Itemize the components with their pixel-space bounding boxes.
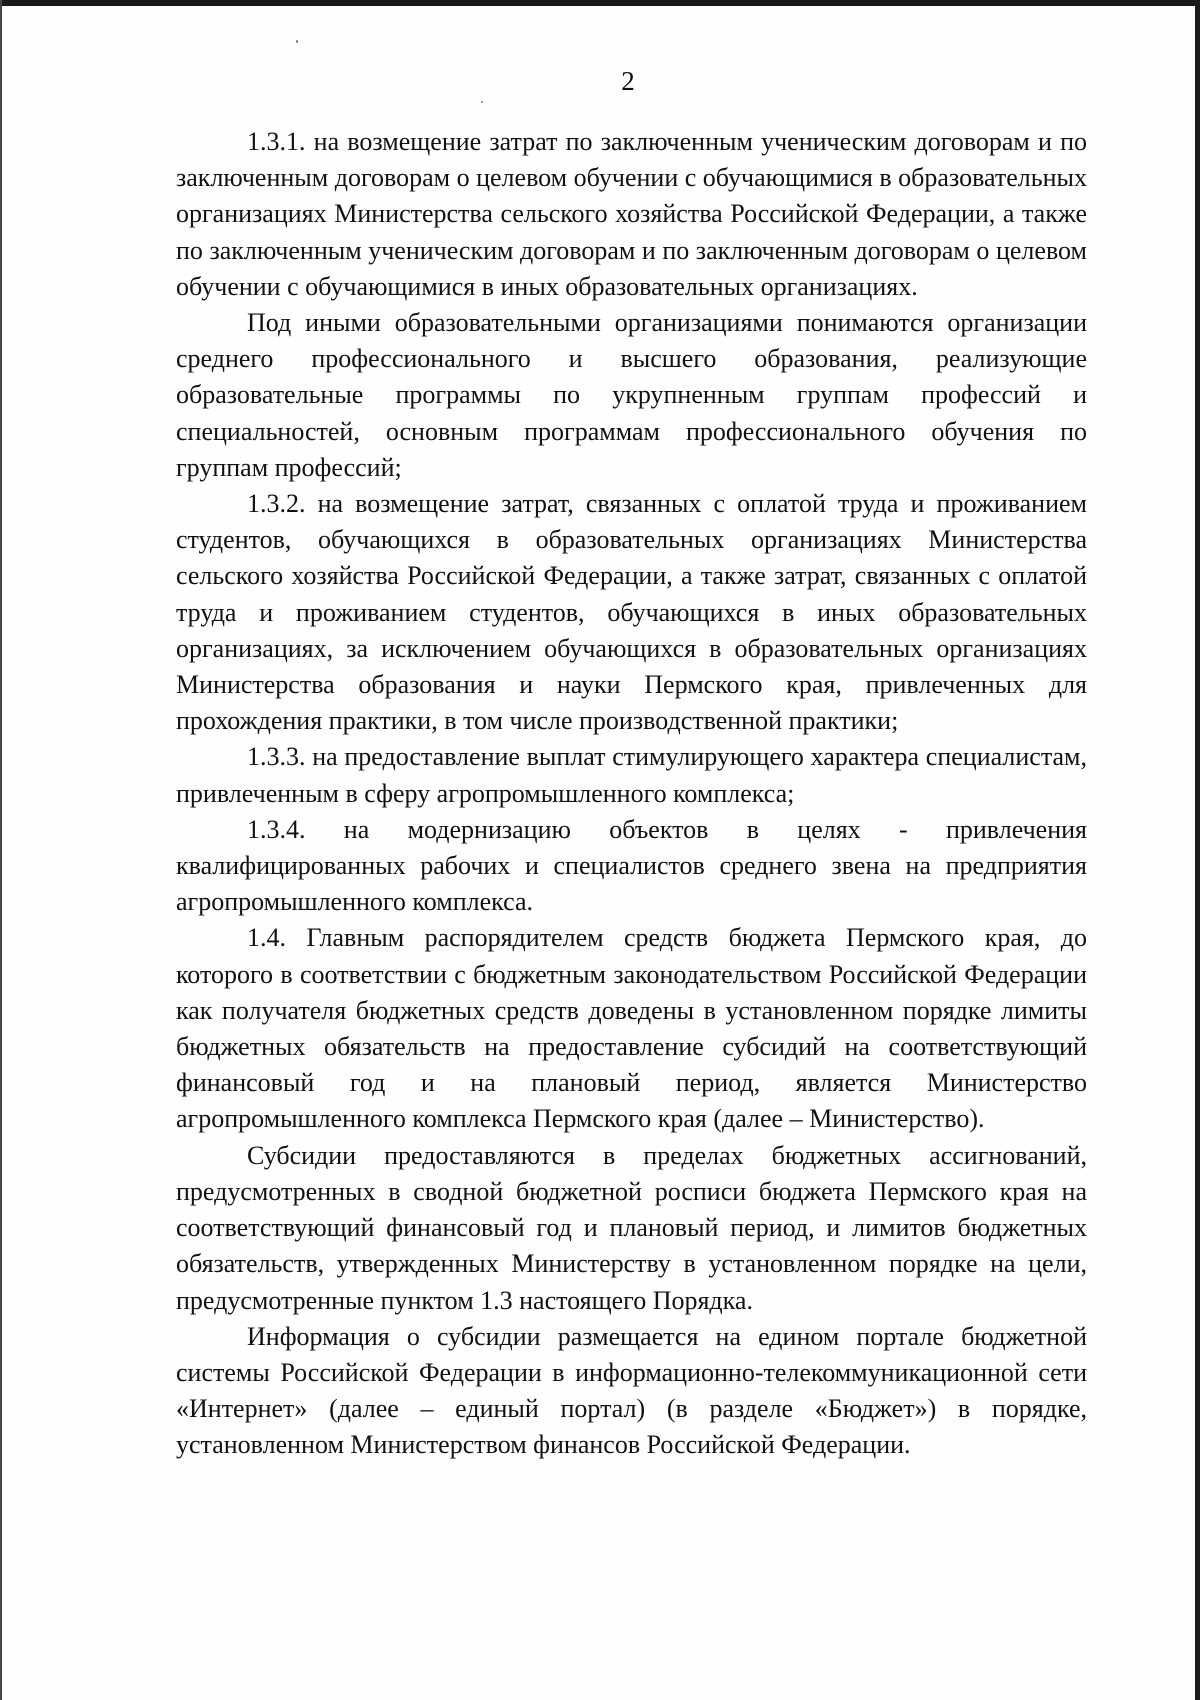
scan-border-left [0,0,2,1700]
paragraph-1-3-2: 1.3.2. на возмещение затрат, связанных с оплатой труда и проживанием студентов, обучающихся в образовательных организациях Министерства сельского хозяйства Российской Федерации, а также затрат, связанных с оплатой труда и проживанием студентов, обучающихся в иных образовательных организациях, за исключением обучающихся в образовательных организациях Министерства образования и науки Пермского края, привлеченных для прохождения практики, в том числе производственной практики; [176,489,1087,736]
paragraph-subsidies-limits: Субсидии предоставляются в пределах бюджетных ассигнований, предусмотренных в сводной бюджетной росписи бюджета Пермского края на соответствующий финансовый год и плановый период, и лимитов бюджетных обязательств, утвержденных Министерству в установленном порядке на цели, предусмотренные пунктом 1.3 настоящего Порядка. [176,1140,1087,1315]
paragraph-1-3-3: 1.3.3. на предоставление выплат стимулирующего характера специалистам, привлеченным в сферу агропромышленного комплекса; [176,742,1087,808]
paragraph-1-3-1: 1.3.1. на возмещение затрат по заключенным ученическим договорам и по заключенным договорам о целевом обучении с обучающимися в образовательных организациях Министерства сельского хозяйства Российской Федерации, а также по заключенным ученическим договорам и по заключенным договорам о целевом обучении с обучающимися в иных образовательных организациях. [176,127,1087,301]
paragraph-other-organizations: Под иными образовательными организациями понимаются организации среднего профессионального и высшего образования, реализующие образовательные программы по укрупненным группам профессий и специальностей, основным программам профессионального обучения по группам профессий; [176,308,1087,482]
scan-speck [296,40,298,43]
document-body [176,124,1087,1464]
scan-border-top [0,0,1200,6]
paragraph-1-3-4: 1.3.4. на модернизацию объектов в целях - привлечения квалифицированных рабочих и специалистов среднего звена на предприятия агропромышленного комплекса. [176,814,1087,917]
paragraph-subsidy-information: Информация о субсидии размещается на едином портале бюджетной системы Российской Федерации в информационно-телекоммуникационной сети «Интернет» (далее – единый портал) (в разделе «Бюджет») в порядке, установленном Министерством финансов Российской Федерации. [176,1321,1087,1460]
page-number: 2 [621,66,635,96]
scan-speck [481,101,483,103]
scan-border-right [1195,0,1200,1700]
paragraph-1-4: 1.4. Главным распорядителем средств бюджета Пермского края, до которого в соответствии с бюджетным законодательством Российской Федерации как получателя бюджетных средств доведены в установленном порядке лимиты бюджетных обязательств на предоставление субсидий на соответствующий финансовый год и на плановый период, является Министерство агропромышленного комплекса Пермского края (далее – Министерство). [176,923,1087,1134]
